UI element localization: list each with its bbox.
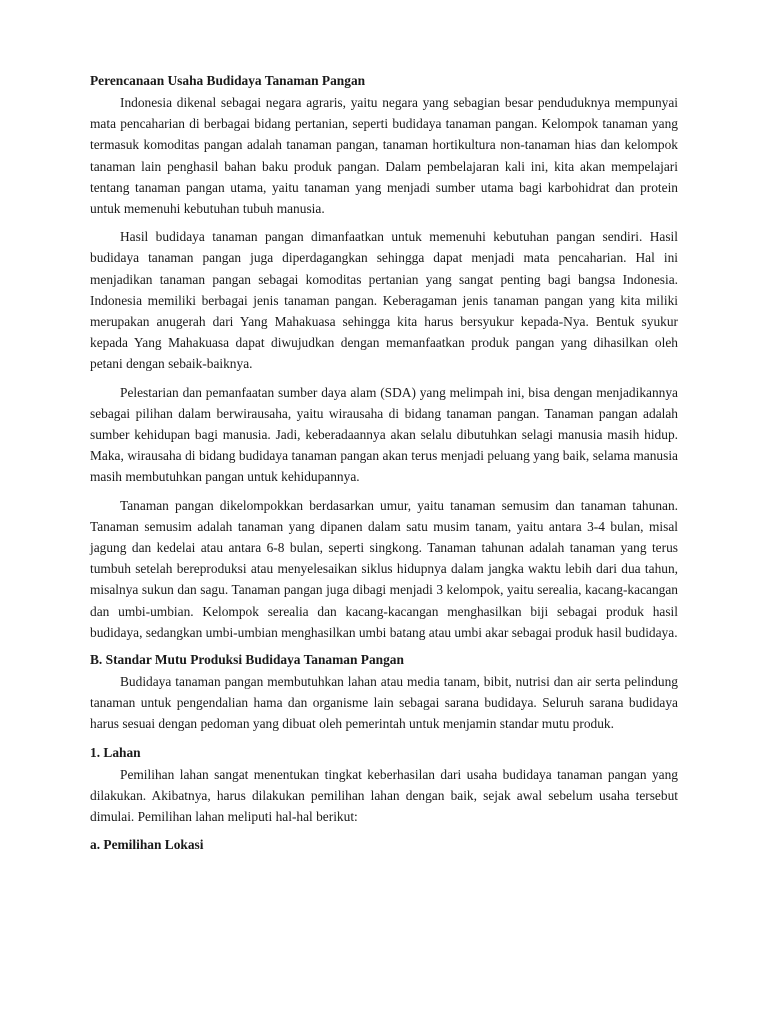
intro-paragraph-1: Indonesia dikenal sebagai negara agraris, yaitu negara yang sebagian besar penduduknya mempunyai mata pencaharian di berbagai bidang pertanian, seperti budidaya tanaman pangan. Kelompok tanaman yang termasuk komoditas pangan adalah tanaman pangan, tanaman hortikultura non-tanaman hias dan kelompok tanaman lain penghasil bahan baku produk pangan. Dalam pembelajaran kali ini, kita akan mempelajari tentang tanaman pangan utama, yaitu tanaman yang menjadi sumber utama bagi karbohidrat dan protein untuk memenuhi kebutuhan tubuh manusia.	[90, 95, 678, 217]
intro-paragraph-2: Hasil budidaya tanaman pangan dimanfaatkan untuk memenuhi kebutuhan pangan sendiri. Hasil budidaya tanaman pangan juga diperdagangkan sehingga dapat menjadi mata pencaharian. Hal ini menjadikan tanaman pangan sebagai komoditas pertanian yang sangat penting bagi bangsa Indonesia. Indonesia memiliki berbagai jenis tanaman pangan. Keberagaman jenis tanaman pangan yang kita miliki merupakan anugerah dari Yang Mahakuasa sehingga kita harus bersyukur kepada-Nya. Bentuk syukur kepada Yang Mahakuasa dapat diwujudkan dengan memanfaatkan produk pangan yang dihasilkan oleh petani dengan sebaik-baiknya.	[90, 229, 678, 372]
intro-paragraph-3: Pelestarian dan pemanfaatan sumber daya alam (SDA) yang melimpah ini, bisa dengan menjadikannya sebagai pilihan dalam berwirausaha, yaitu wirausaha di bidang tanaman pangan. Tanaman pangan adalah sumber kehidupan bagi manusia. Jadi, keberadaannya akan selalu dibutuhkan selagi manusia masih hidup. Maka, wirausaha di bidang budidaya tanaman pangan akan terus menjadi peluang yang baik, selama manusia masih membutuhkan pangan untuk kehidupannya.	[90, 384, 678, 485]
section-1-paragraph: Pemilihan lahan sangat menentukan tingkat keberhasilan dari usaha budidaya tanaman pangan yang dilakukan. Akibatnya, harus dilakukan pemilihan lahan dengan baik, sejak awal sebelum usaha tersebut dimulai. Pemilihan lahan meliputi hal-hal berikut:	[90, 766, 678, 825]
intro-paragraph-4: Tanaman pangan dikelompokkan berdasarkan umur, yaitu tanaman semusim dan tanaman tahunan. Tanaman semusim adalah tanaman yang dipanen dalam satu musim tanam, yaitu antara 3-4 bulan, misal jagung dan kedelai atau antara 6-8 bulan, seperti singkong. Tanaman tahunan adalah tanaman yang terus tumbuh setelah bereproduksi atau menyelesaikan siklus hidupnya dalam jangka waktu lebih dari dua tahun, misalnya sukun dan sagu. Tanaman pangan juga dibagi menjadi 3 kelompok, yaitu serealia, kacang-kacangan dan umbi-umbian. Kelompok serealia dan kacang-kacangan menghasilkan biji sebagai produk hasil budidaya, sedangkan umbi-umbian menghasilkan umbi batang atau umbi akar sebagai produk hasil budidaya.	[90, 497, 678, 640]
section-b-heading: B. Standar Mutu Produksi Budidaya Tanaman Pangan	[90, 652, 404, 668]
document-title: Perencanaan Usaha Budidaya Tanaman Pangan	[90, 73, 366, 88]
section-1-heading: 1. Lahan	[90, 744, 141, 760]
section-a-heading: a. Pemilihan Lokasi	[90, 837, 204, 853]
section-b-paragraph: Budidaya tanaman pangan membutuhkan lahan atau media tanam, bibit, nutrisi dan air serta pelindung tanaman untuk pengendalian hama dan organisme lain sebagai sarana budidaya. Seluruh sarana budidaya harus sesuai dengan pedoman yang dibuat oleh pemerintah untuk menjamin standar mutu produk.	[90, 674, 678, 732]
